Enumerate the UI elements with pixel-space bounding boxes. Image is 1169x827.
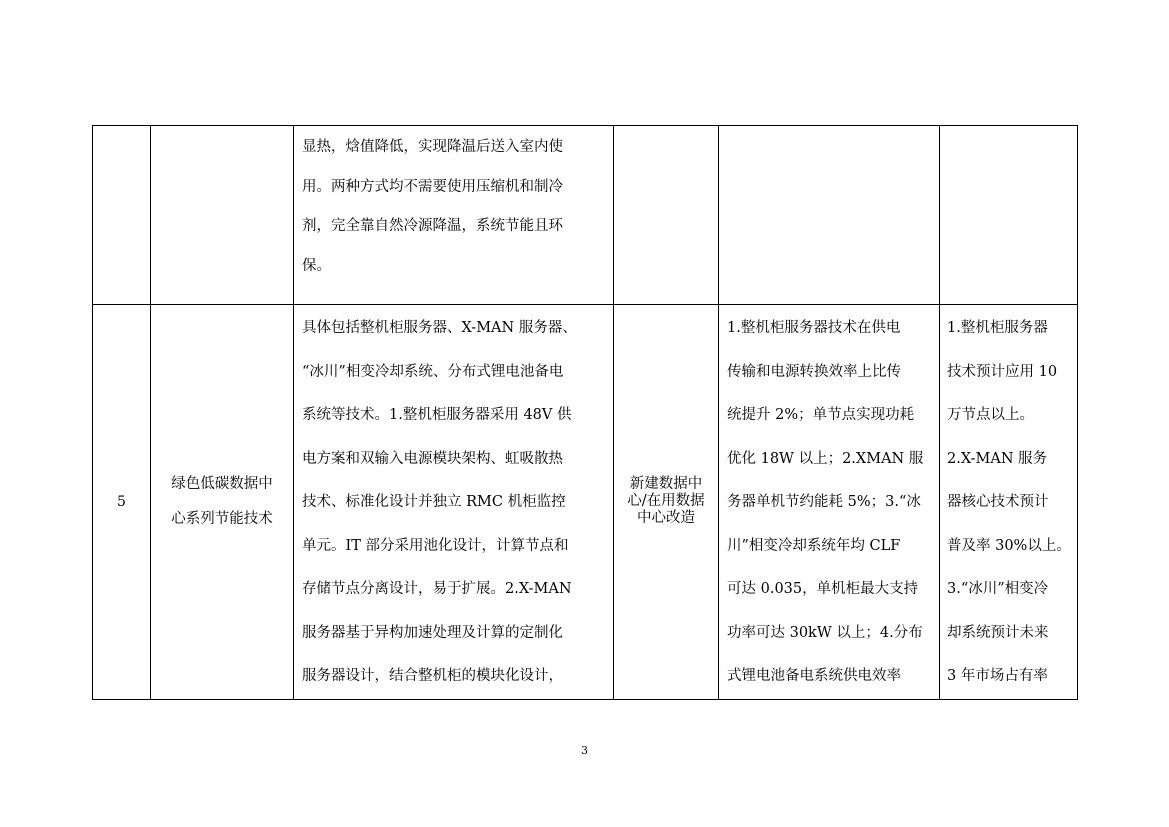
cell-application-scope: [614, 305, 719, 700]
text-line: 心/在用数据: [627, 493, 705, 510]
cell-forecast-empty: [940, 126, 1078, 305]
text-line: 单元。IT 部分采用池化设计，计算节点和: [302, 537, 569, 554]
text-line: 技术、标准化设计并独立 RMC 机柜监控: [302, 494, 566, 510]
text-line: 显热，焓值降低，实现降温后送入室内使: [302, 139, 563, 155]
text-line: 电方案和双输入电源模块架构、虹吸散热: [302, 450, 563, 467]
text-line: 新建数据中: [629, 476, 703, 493]
text-line: 器核心技术预计: [947, 494, 1049, 510]
text-line: 川”相变冷却系统年均 CLF: [727, 537, 901, 554]
text-line: 1.整机柜服务器技术在供电: [727, 320, 901, 336]
cell-name-empty: [151, 126, 294, 305]
text-line: 优化 18W 以上；2.XMAN 服: [727, 450, 924, 467]
text-line: 中心改造: [637, 510, 695, 527]
text-line: 存储节点分离设计，易于扩展。2.X-MAN: [302, 581, 572, 597]
text-line: 1.整机柜服务器: [947, 320, 1048, 336]
cell-technology-name: [151, 305, 294, 700]
text-line: 绿色低碳数据中: [171, 475, 273, 492]
table-row-continued: [93, 126, 1078, 305]
text-line: 服务器设计，结合整机柜的模块化设计，: [302, 668, 563, 684]
text-line: 传输和电源转换效率上比传: [727, 363, 901, 380]
text-line: 系统等技术。1.整机柜服务器采用 48V 供: [302, 407, 572, 423]
text-line: 剂，完全靠自然冷源降温，系统节能且环: [302, 218, 563, 234]
text-line: 3.“冰川”相变冷: [947, 581, 1049, 597]
text-line: 3 年市场占有率: [947, 668, 1048, 684]
text-line: 可达 0.035，单机柜最大支持: [727, 581, 919, 597]
text-line: 务器单机节约能耗 5%；3.“冰: [727, 494, 921, 510]
text-line: 技术预计应用 10: [947, 363, 1058, 380]
text-line: 万节点以上。: [947, 407, 1034, 423]
cell-number: 5: [93, 305, 151, 700]
cell-description: [294, 305, 614, 700]
text-line: 心系列节能技术: [171, 510, 273, 527]
text-line: 服务器基于异构加速处理及计算的定制化: [302, 624, 563, 641]
text-line: 具体包括整机柜服务器、X-MAN 服务器、: [302, 320, 577, 336]
text-line: 却系统预计未来: [947, 624, 1049, 641]
cell-effect-empty: [719, 126, 940, 305]
text-line: 功率可达 30kW 以上；4.分布: [727, 624, 923, 641]
text-line: 2.X-MAN 服务: [947, 450, 1048, 467]
page-number: 3: [581, 744, 588, 757]
cell-energy-effect: [719, 305, 940, 700]
text-line: 普及率 30%以上。: [947, 537, 1071, 554]
text-line: 统提升 2%；单节点实现功耗: [727, 407, 915, 423]
technology-table: [92, 125, 1078, 700]
text-line: “冰川”相变冷却系统、分布式锂电池备电: [302, 363, 564, 380]
cell-forecast: [940, 305, 1078, 700]
text-line: 用。两种方式均不需要使用压缩机和制冷: [302, 178, 563, 195]
cell-description-continued: [294, 126, 614, 305]
text-line: 保。: [302, 257, 331, 274]
cell-scope-empty: [614, 126, 719, 305]
table-row-5: [93, 305, 1078, 700]
cell-number-empty: [93, 126, 151, 305]
text-line: 式锂电池备电系统供电效率: [727, 668, 901, 684]
